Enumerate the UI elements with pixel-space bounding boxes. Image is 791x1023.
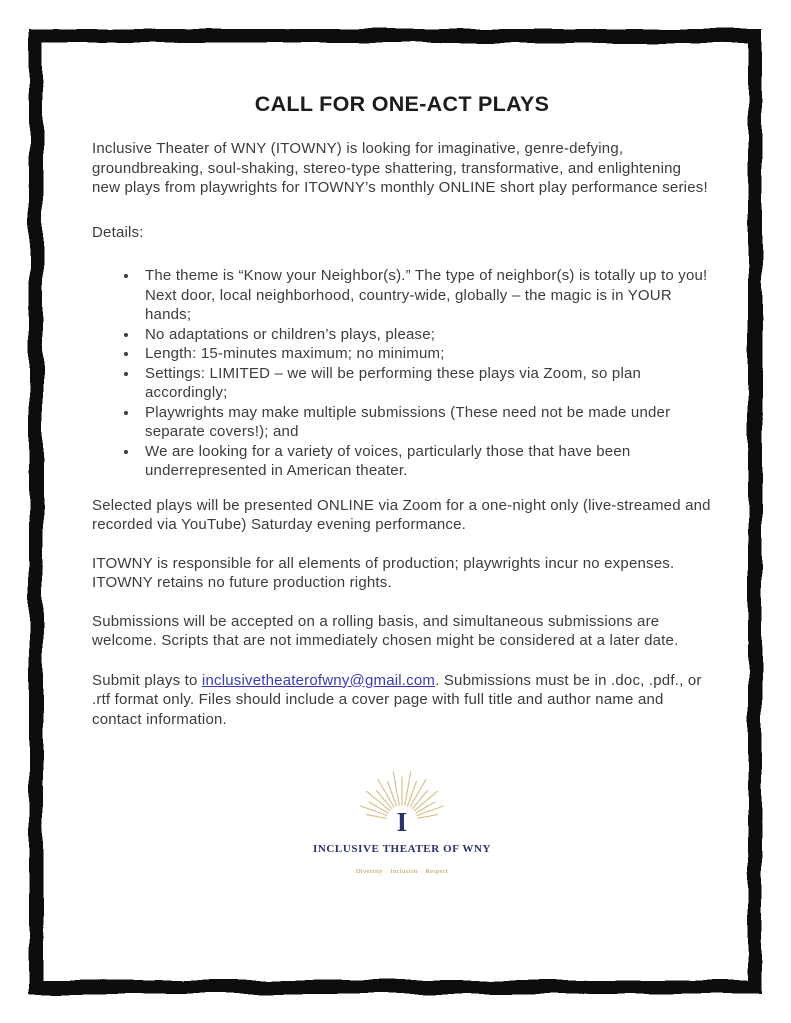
submit-text-before: Submit plays to — [92, 671, 202, 689]
page-title: CALL FOR ONE-ACT PLAYS — [254, 92, 550, 116]
document-content — [92, 0, 712, 882]
submit-text-after: . Submissions must be in .doc, .pdf., or .rtf format only. Files should include a cover page with full title and author name and contact information. — [92, 671, 702, 728]
logo-initial: I — [396, 807, 408, 833]
submission-paragraph — [92, 671, 712, 730]
logo-name: INCLUSIVE THEATER OF WNY — [312, 842, 492, 855]
list-item: • No adaptations or children’s plays, please; — [139, 325, 712, 345]
list-item: • Playwrights may make multiple submissions (These need not be made under separate covers!); and — [139, 403, 712, 442]
sunburst-icon — [332, 763, 472, 833]
intro-paragraph: Inclusive Theater of WNY (ITOWNY) is looking for imaginative, genre-defying, groundbreaking, soul-shaking, stereo-type shattering, transformative, and enlightening new plays from playwrights for ITOWNY’s monthly ONLINE short play performance series! — [92, 140, 708, 196]
body-paragraph: Submissions will be accepted on a rolling basis, and simultaneous submissions are welcome. Scripts that are not immediately chosen might be considered at a later date. — [92, 612, 679, 649]
email-link[interactable]: inclusivetheaterofwny@gmail.com — [201, 671, 436, 689]
body-paragraph: Selected plays will be presented ONLINE via Zoom for a one-night only (live-streamed and recorded via YouTube) Saturday evening performance. — [92, 496, 711, 533]
list-item: • Settings: LIMITED – we will be performing these plays via Zoom, so plan accordingly; — [139, 364, 712, 403]
list-item: • The theme is “Know your Neighbor(s).” The type of neighbor(s) is totally up to you! Next door, local neighborhood, country-wide, globally – the magic is in YOUR hands; — [139, 266, 712, 325]
details-heading: Details: — [92, 223, 144, 241]
details-list — [92, 266, 712, 481]
body-paragraph: ITOWNY is responsible for all elements of production; playwrights incur no expenses. ITOWNY retains no future production rights. — [92, 554, 675, 591]
list-item: • Length: 15-minutes maximum; no minimum; — [139, 344, 712, 364]
logo-tagline: Diversity Inclusion Respect — [355, 868, 449, 875]
itowny-logo — [92, 763, 712, 882]
list-item: • We are looking for a variety of voices, particularly those that have been underrepresented in American theater. — [139, 442, 712, 481]
